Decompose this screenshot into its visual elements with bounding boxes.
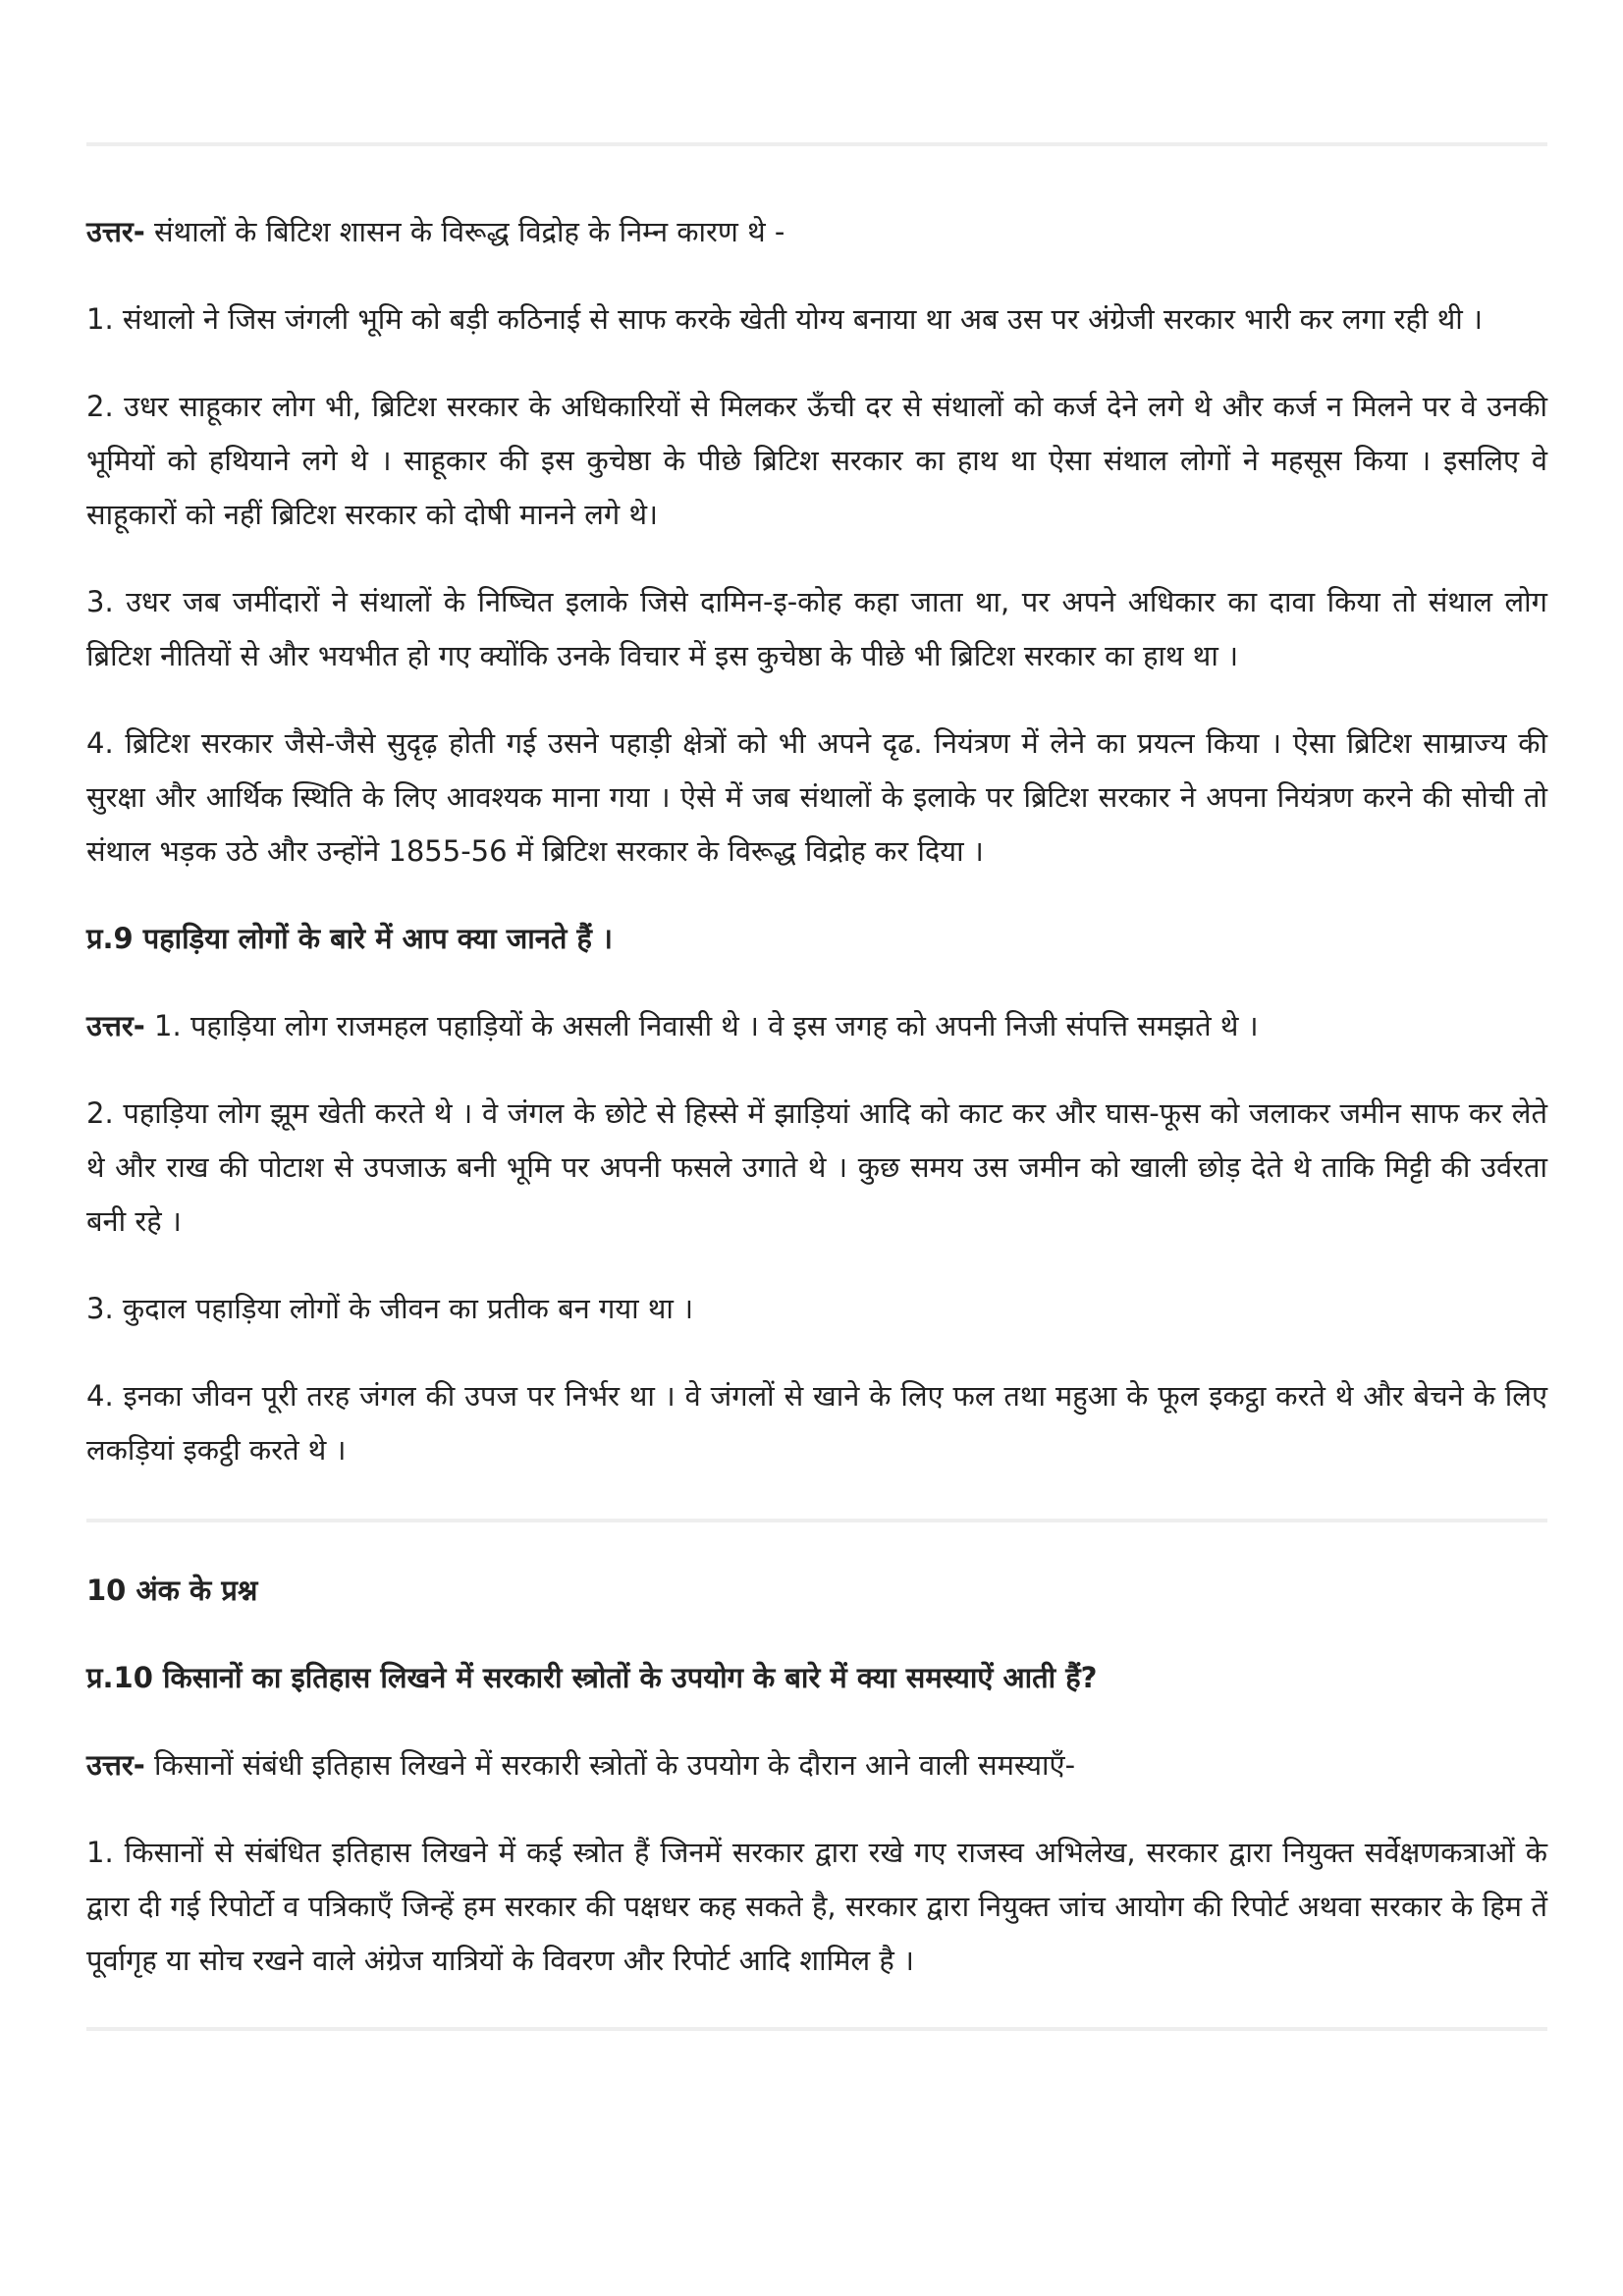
answer-label: उत्तर- [86, 215, 145, 248]
q9-answer-first [86, 999, 1547, 1053]
section-divider [86, 1519, 1547, 1522]
document-page [86, 0, 1547, 2031]
answer-intro-text: संथालों के बिटिश शासन के विरूद्ध विद्रोह के निम्न कारण थे - [144, 215, 785, 248]
reason-point-1: 1. संथालो ने जिस जंगली भूमि को बड़ी कठिनाई से साफ करके खेती योग्य बनाया था अब उस पर अंग्रेजी सरकार भारी कर लगा रही थी । [86, 302, 1483, 336]
answer-label: उत्तर- [86, 1009, 145, 1042]
q9-point-4: 4. इनका जीवन पूरी तरह जंगल की उपज पर निर्भर था । वे जंगलों से खाने के लिए फल तथा महुआ के फूल इकट्ठा करते थे और बेचने के लिए लकड़ियां इकट्ठी करते थे । [86, 1379, 1547, 1467]
q9-point-2: 2. पहाड़िया लोग झूम खेती करते थे । वे जंगल के छोटे से हिस्से में झाड़ियां आदि को काट कर और घास-फूस को जलाकर जमीन साफ कर लेते थे और राख की पोटाश से उपजाऊ बनी भूमि पर अपनी फसले उगाते थे । कुछ समय उस जमीन को खाली छोड़ देते थे ताकि मिट्टी की उर्वरता बनी रहे । [86, 1096, 1547, 1238]
answer-label: उत्तर- [86, 1748, 145, 1782]
q9-point-3: 3. कुदाल पहाड़िया लोगों के जीवन का प्रतीक बन गया था । [86, 1292, 694, 1325]
question-9: प्र.9 पहाड़िया लोगों के बारे में आप क्या जानते हैं । [86, 922, 613, 955]
reason-point-2: 2. उधर साहूकार लोग भी, ब्रिटिश सरकार के अधिकारियों से मिलकर ऊँची दर से संथालों को कर्ज देने लगे थे और कर्ज न मिलने पर वे उनकी भूमियों को हथियाने लगे थे । साहूकार की इस कुचेष्ठा के पीछे ब्रिटिश सरकार का हाथ था ऐसा संथाल लोगों ने महसूस किया । इसलिए वे साहूकारों को नहीं ब्रिटिश सरकार को दोषी मानने लगे थे। [86, 390, 1547, 531]
reason-point-4: 4. ब्रिटिश सरकार जैसे-जैसे सुदृढ़ होती गई उसने पहाड़ी क्षेत्रों को भी अपने दृढ. नियंत्रण में लेने का प्रयत्न किया । ऐसा ब्रिटिश साम्राज्य की सुरक्षा और आर्थिक स्थिति के लिए आवश्यक माना गया । ऐसे में जब संथालों के इलाके पर ब्रिटिश सरकार ने अपना नियंत्रण करने की सोची तो संथाल भड़क उठे और उन्होंने 1855-56 में ब्रिटिश सरकार के विरूद्ध विद्रोह कर दिया । [86, 726, 1547, 868]
q10-point-1: 1. किसानों से संबंधित इतिहास लिखने में कई स्त्रोत हैं जिनमें सरकार द्वारा रखे गए राजस्व अभिलेख, सरकार द्वारा नियुक्त सर्वेक्षणकत्राओं के द्वारा दी गई रिपोर्टो व पत्रिकाएँ जिन्हें हम सरकार की पक्षधर कह सकते है, सरकार द्वारा नियुक्त जांच आयोग की रिपोर्ट अथवा सरकार के हिम तें पूर्वागृह या सोच रखने वाले अंग्रेज यात्रियों के विवरण और रिपोर्ट आदि शामिल है । [86, 1836, 1547, 1977]
answer-intro [86, 205, 1547, 259]
top-divider [86, 142, 1547, 146]
question-10: प्र.10 किसानों का इतिहास लिखने में सरकारी स्त्रोतों के उपयोग के बारे में क्या समस्याऐं आती हैं? [86, 1661, 1098, 1694]
section-heading: 10 अंक के प्रश्न [86, 1574, 258, 1607]
q9-answer-first-text: 1. पहाड़िया लोग राजमहल पहाड़ियों के असली निवासी थे । वे इस जगह को अपनी निजी संपत्ति समझते थे । [144, 1009, 1259, 1042]
q10-answer-intro [86, 1738, 1547, 1792]
q10-answer-intro-text: किसानों संबंधी इतिहास लिखने में सरकारी स्त्रोतों के उपयोग के दौरान आने वाली समस्याएँ- [144, 1748, 1076, 1782]
bottom-divider [86, 2027, 1547, 2031]
reason-point-3: 3. उधर जब जमींदारों ने संथालों के निष्चित इलाके जिसे दामिन-इ-कोह कहा जाता था, पर अपने अधिकार का दावा किया तो संथाल लोग ब्रिटिश नीतियों से और भयभीत हो गए क्योंकि उनके विचार में इस कुचेष्ठा के पीछे भी ब्रिटिश सरकार का हाथ था । [86, 585, 1547, 672]
